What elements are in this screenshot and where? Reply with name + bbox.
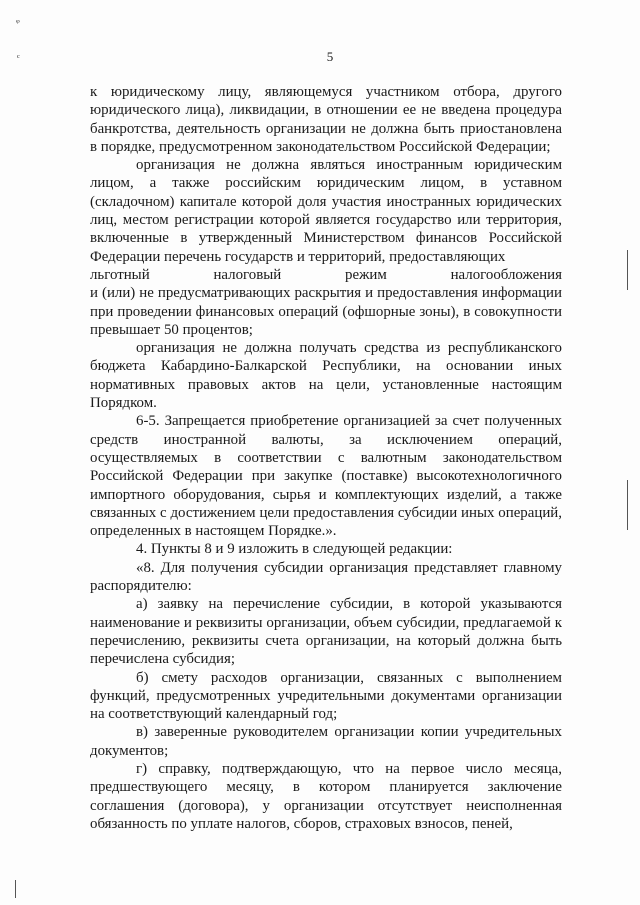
paragraph: а) заявку на перечисление субсидии, в которой указываются наименование и реквизиты организации, объем субсидии, предлагаемой к перечислению, реквизиты счета организации, на который должна быть перечислена субсидия; — [90, 596, 562, 668]
paragraph: «8. Для получения субсидии организация представляет главному распорядителю: — [90, 559, 562, 595]
paragraph: г) справку, подтверждающую, что на первое число месяца, предшествующего месяцу, в котором планируется заключение соглашения (договора), у организации отсутствует неисполненная обязанность по уплате налогов, сборов, страховых взносов, пеней, — [90, 760, 562, 832]
paragraph: организация не должна являться иностранным юридическим лицом, а также российским юридическим лицом, в уставном (складочном) капитале которой доля участия иностранных юридических лиц, местом регистрации которой является государство или территория, включенные в утвержденный Министерством финансов Российской Федерации перечень государств и территорий, предоставляющих — [90, 157, 562, 265]
scan-edge-line — [627, 480, 628, 530]
paragraph: 6-5. Запрещается приобретение организацией за счет полученных средств иностранной валюты, за исключением операций, осуществляемых в соответствии с валютным законодательством Российской Федерации при закупке (поставке) высокотехнологичного импортного оборудования, сырья и комплектующих изделий, а также связанных с достижением цели предоставления субсидии иных операций, определенных в настоящем Порядке.». — [90, 413, 562, 540]
paragraph: в) заверенные руководителем организации копии учредительных документов; — [90, 724, 562, 759]
document-body — [90, 83, 562, 833]
page-number: 5 — [326, 49, 334, 64]
paragraph: льготный налоговый режим налогообложения — [90, 266, 562, 283]
scan-mark: ᵩ — [16, 13, 20, 25]
paragraph: к юридическому лицу, являющемуся участником отбора, другого юридического лица), ликвидации, в отношении ее не введена процедура банкротства, деятельность организации не должна быть приостановлена в порядке, предусмотренном законодательством Российской Федерации; — [90, 84, 562, 155]
paragraph: б) смету расходов организации, связанных с выполнением функций, предусмотренных учредительными документами организации на соответствующий календарный год; — [90, 669, 562, 723]
paragraph: и (или) не предусматривающих раскрытия и предоставления информации при проведении финансовых операций (офшорные зоны), в совокупности превышает 50 процентов; — [90, 285, 562, 338]
scan-edge-line — [15, 880, 16, 898]
scan-mark: ᶜ — [17, 52, 20, 64]
scan-edge-line — [627, 250, 628, 290]
paragraph: 4. Пункты 8 и 9 изложить в следующей редакции: — [136, 541, 453, 558]
paragraph: организация не должна получать средства из республиканского бюджета Кабардино-Балкарской Республики, на основании иных нормативных правовых актов на цели, установленные настоящим Порядком. — [90, 340, 562, 412]
